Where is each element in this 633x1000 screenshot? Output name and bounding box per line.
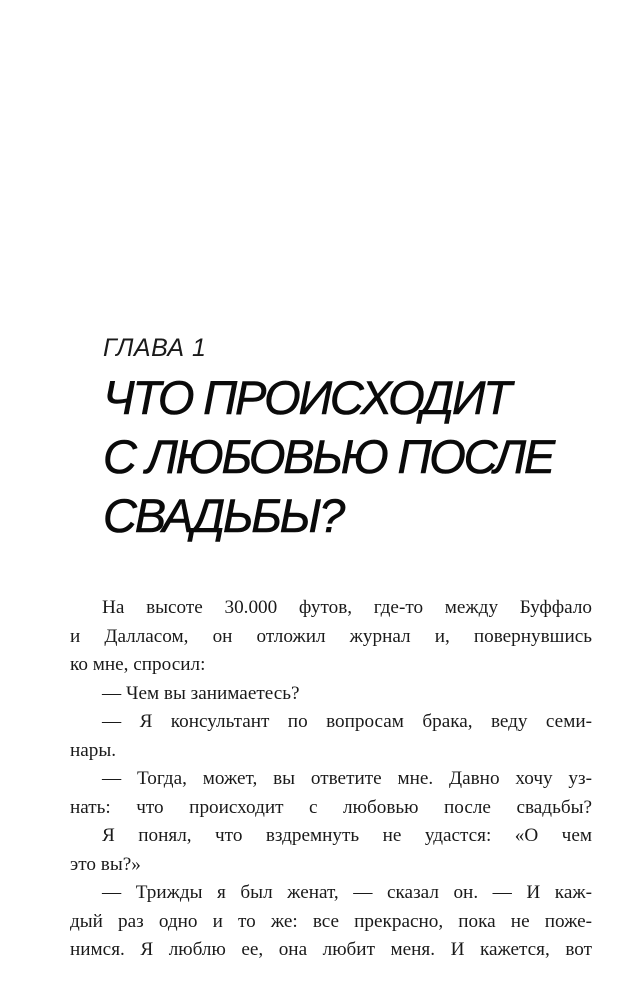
text-line: нать: что происходит с любовью после свадьбы? bbox=[70, 796, 592, 818]
text-line: нары. bbox=[70, 739, 117, 761]
text-line: — Чем вы занимаетесь? bbox=[102, 682, 300, 704]
text-line: На высоте 30.000 футов, где-то между Буффало bbox=[102, 597, 592, 618]
chapter-title-line: СВАДЬБЫ? bbox=[103, 489, 344, 542]
chapter-title bbox=[103, 368, 613, 545]
chapter-label: ГЛАВА 1 bbox=[103, 334, 207, 362]
text-line: ко мне, спросил: bbox=[70, 654, 206, 675]
body-text bbox=[70, 594, 592, 965]
text-line: нимся. Я люблю ее, она любит меня. И кажется, вот bbox=[70, 939, 592, 960]
chapter-title-line: С ЛЮБОВЬЮ ПОСЛЕ bbox=[103, 430, 554, 483]
text-line: — Тогда, может, вы ответите мне. Давно хочу уз- bbox=[102, 768, 592, 789]
text-line: это вы?» bbox=[70, 853, 141, 875]
text-line: дый раз одно и то же: все прекрасно, пока не поже- bbox=[70, 910, 592, 932]
text-line: — Трижды я был женат, — сказал он. — И каж- bbox=[102, 882, 592, 903]
chapter-title-line: ЧТО ПРОИСХОДИТ bbox=[103, 371, 510, 424]
text-line: — Я консультант по вопросам брака, веду семи- bbox=[102, 711, 592, 732]
text-line: и Далласом, он отложил журнал и, повернувшись bbox=[70, 625, 592, 647]
text-line: Я понял, что вздремнуть не удастся: «О чем bbox=[102, 825, 592, 846]
